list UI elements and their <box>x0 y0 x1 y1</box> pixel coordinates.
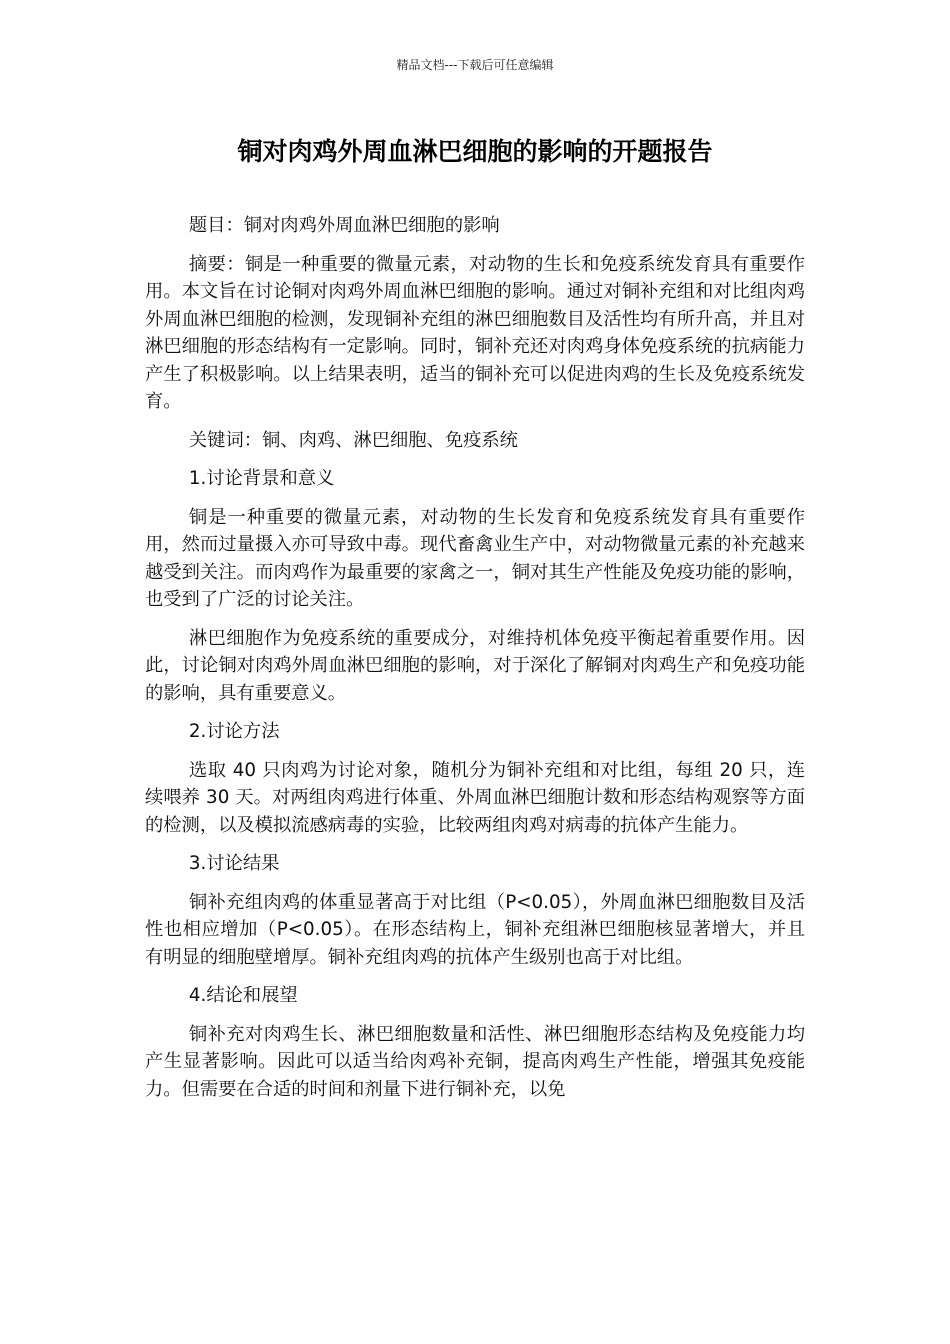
section-heading-methods: 2.讨论方法 <box>188 721 280 742</box>
methods-paragraph: 选取 40 只肉鸡为讨论对象，随机分为铜补充组和对比组，每组 20 只，连续喂养 30 天。对两组肉鸡进行体重、外周血淋巴细胞计数和形态结构观察等方面的检测，以及模拟流感病毒的实验，比较两组肉鸡对病毒的抗体产生能力。 <box>145 759 805 836</box>
conclusion-paragraph: 铜补充对肉鸡生长、淋巴细胞数量和活性、淋巴细胞形态结构及免疫能力均产生显著影响。因此可以适当给肉鸡补充铜，提高肉鸡生产性能，增强其免疫能力。但需要在合适的时间和剂量下进行铜补充，以免 <box>145 1023 805 1100</box>
results-paragraph: 铜补充组肉鸡的体重显著高于对比组（P<0.05），外周血淋巴细胞数目及活性也相应增加（P<0.05）。在形态结构上，铜补充组淋巴细胞核显著增大，并且有明显的细胞壁增厚。铜补充组肉鸡的抗体产生级别也高于对比组。 <box>145 891 805 968</box>
abstract-paragraph: 摘要：铜是一种重要的微量元素，对动物的生长和免疫系统发育具有重要作用。本文旨在讨论铜对肉鸡外周血淋巴细胞的影响。通过对铜补充组和对比组肉鸡外周血淋巴细胞的检测，发现铜补充组的淋巴细胞数目及活性均有所升高，并且对淋巴细胞的形态结构有一定影响。同时，铜补充还对肉鸡身体免疫系统的抗病能力产生了积极影响。以上结果表明，适当的铜补充可以促进肉鸡的生长及免疫系统发育。 <box>145 253 805 412</box>
section-heading-background: 1.讨论背景和意义 <box>188 468 335 489</box>
page-header-note: 精品文档---下载后可任意编辑 <box>396 58 554 72</box>
section-heading-conclusion: 4.结论和展望 <box>188 985 298 1006</box>
document-body <box>145 212 805 1114</box>
background-paragraph-2: 淋巴细胞作为免疫系统的重要成分，对维持机体免疫平衡起着重要作用。因此，讨论铜对肉鸡外周血淋巴细胞的影响，对于深化了解铜对肉鸡生产和免疫功能的影响，具有重要意义。 <box>145 627 805 704</box>
section-heading-results: 3.讨论结果 <box>188 853 280 874</box>
topic-line: 题目：铜对肉鸡外周血淋巴细胞的影响 <box>188 215 500 236</box>
keywords-line: 关键词：铜、肉鸡、淋巴细胞、免疫系统 <box>188 429 518 451</box>
background-paragraph-1: 铜是一种重要的微量元素，对动物的生长发育和免疫系统发育具有重要作用，然而过量摄入亦可导致中毒。现代畜禽业生产中，对动物微量元素的补充越来越受到关注。而肉鸡作为最重要的家禽之一，铜对其生产性能及免疫功能的影响，也受到了广泛的讨论关注。 <box>145 506 805 610</box>
document-title: 铜对肉鸡外周血淋巴细胞的影响的开题报告 <box>237 137 713 166</box>
